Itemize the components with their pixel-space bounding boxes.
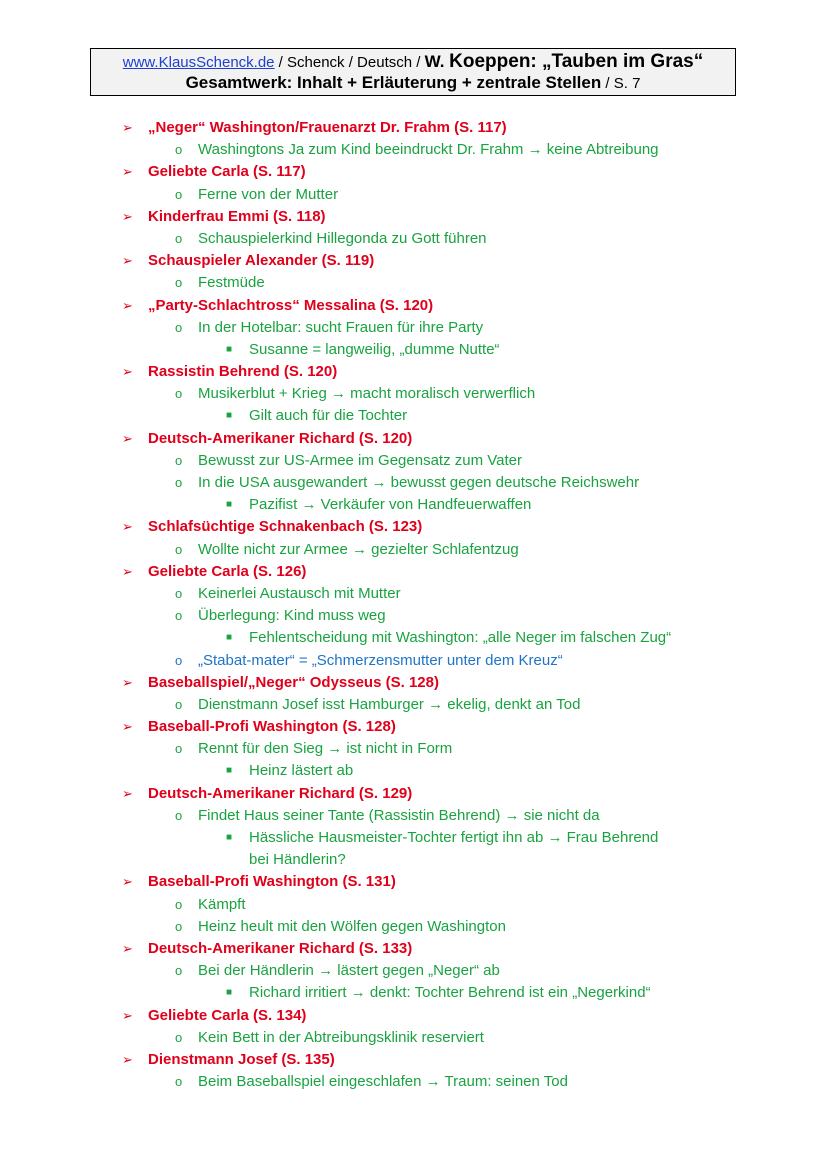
item-text: Beim Baseballspiel eingeschlafen → Traum: seinen Tod (198, 1073, 568, 1091)
item-text: Kinderfrau Emmi (S. 118) (148, 207, 326, 225)
bullet-icon: ➢ (122, 120, 133, 135)
bullet-icon: o (175, 608, 183, 624)
item-text: Heinz heult mit den Wölfen gegen Washington (198, 917, 506, 935)
sub-item (0, 539, 828, 561)
sub-sub-item (0, 760, 828, 782)
heading-item (0, 428, 828, 450)
bullet-icon: ➢ (122, 674, 133, 690)
item-text: Hässliche Hausmeister-Tochter fertigt ihn ab → Frau Behrend (249, 829, 659, 846)
sub-item (0, 738, 828, 760)
item-text: Keinerlei Austausch mit Mutter (198, 584, 401, 602)
item-text: Bei der Händlerin → lästert gegen „Neger“ ab (198, 962, 500, 980)
bullet-icon: o (175, 452, 183, 468)
sub-item (0, 605, 828, 627)
item-text: Dienstmann Josef (S. 135) (148, 1050, 335, 1068)
sub-item (0, 472, 828, 494)
bullet-icon: ➢ (122, 874, 133, 890)
sub-sub-item (0, 494, 828, 516)
sub-item (0, 1027, 828, 1049)
bullet-icon: o (175, 475, 183, 490)
item-text: Baseballspiel/„Neger“ Odysseus (S. 128) (148, 673, 439, 691)
bullet-icon: ■ (226, 765, 233, 777)
item-text: Pazifist → Verkäufer von Handfeuerwaffen (249, 496, 532, 514)
item-text: Fehlentscheidung mit Washington: „alle Neger im falschen Zug“ (249, 629, 672, 647)
item-text: Deutsch-Amerikaner Richard (S. 129) (148, 784, 413, 802)
item-text: „Stabat-mater“ = „Schmerzensmutter unter dem Kreuz“ (198, 651, 563, 669)
item-text: Washingtons Ja zum Kind beeindruckt Dr. Frahm → keine Abtreibung (198, 141, 659, 159)
item-text: Festmüde (198, 274, 265, 292)
heading-item (0, 206, 828, 228)
heading-item (0, 938, 828, 960)
sub-item (0, 184, 828, 206)
bullet-icon: o (175, 652, 183, 668)
bullet-icon: o (175, 142, 183, 158)
item-text: Geliebte Carla (S. 117) (148, 163, 306, 181)
bullet-icon: ➢ (122, 940, 133, 956)
sub-item (0, 960, 828, 982)
sub-sub-item (0, 627, 828, 649)
item-text: Wollte nicht zur Armee → gezielter Schlafentzug (198, 540, 519, 558)
item-text: Schlafsüchtige Schnakenbach (S. 123) (148, 518, 423, 536)
sub-item (0, 694, 828, 716)
header-author-prefix: W. (424, 52, 450, 71)
bullet-icon: ➢ (122, 253, 133, 269)
bullet-icon: o (175, 918, 183, 934)
item-text: Kämpft (198, 895, 246, 913)
item-text: Deutsch-Amerikaner Richard (S. 120) (148, 429, 413, 447)
item-text: Heinz lästert ab (249, 762, 354, 780)
bullet-icon: o (175, 186, 183, 202)
header-line-1 (91, 52, 735, 73)
sub-sub-item (0, 339, 828, 361)
bullet-icon: ➢ (122, 785, 133, 801)
bullet-icon: ➢ (122, 719, 133, 735)
item-text: Findet Haus seiner Tante (Rassistin Behrend) → sie nicht da (198, 806, 600, 824)
bullet-icon: ■ (226, 832, 233, 843)
item-text: Rennt für den Sieg → ist nicht in Form (198, 740, 453, 758)
bullet-icon: ■ (226, 499, 233, 511)
item-text: Baseball-Profi Washington (S. 128) (148, 718, 396, 736)
item-text: Bewusst zur US-Armee im Gegensatz zum Vater (198, 451, 522, 469)
bullet-icon: o (175, 386, 183, 402)
bullet-icon: o (175, 230, 183, 246)
item-text: In die USA ausgewandert → bewusst gegen deutsche Reichswehr (198, 474, 640, 491)
item-text: Susanne = langweilig, „dumme Nutte“ (249, 340, 500, 358)
item-text: Richard irritiert → denkt: Tochter Behrend ist ein „Negerkind“ (249, 984, 651, 1002)
sub-sub-item (0, 827, 828, 849)
website-link[interactable]: www.KlausSchenck.de (122, 54, 275, 71)
sub-item (0, 583, 828, 605)
item-text: Deutsch-Amerikaner Richard (S. 133) (148, 939, 413, 957)
bullet-icon: o (175, 541, 183, 557)
bullet-icon: o (175, 741, 183, 757)
bullet-icon: o (175, 1074, 183, 1090)
bullet-icon: o (175, 275, 183, 291)
header-line-2 (91, 73, 735, 94)
heading-item (0, 1005, 828, 1027)
bullet-icon: ➢ (122, 164, 133, 180)
bullet-icon: o (175, 319, 183, 335)
bullet-icon: ➢ (122, 1007, 133, 1023)
bullet-icon: o (175, 963, 183, 979)
heading-item (0, 672, 828, 694)
heading-item (0, 516, 828, 538)
item-text: In der Hotelbar: sucht Frauen für ihre Party (198, 318, 484, 336)
sub-item (0, 805, 828, 827)
bullet-icon: ■ (226, 632, 233, 644)
bullet-icon: o (175, 1029, 183, 1045)
header-breadcrumb: / Schenck / Deutsch / (274, 54, 425, 71)
header-page-number: / S. 7 (601, 75, 641, 92)
item-text: Geliebte Carla (S. 126) (148, 562, 307, 580)
item-text: Schauspielerkind Hillegonda zu Gott führen (198, 229, 487, 247)
bullet-icon: ➢ (122, 1051, 133, 1067)
item-text: Ferne von der Mutter (198, 185, 339, 203)
outline-list (0, 117, 828, 1093)
heading-item (0, 250, 828, 272)
sub-item (0, 916, 828, 938)
bullet-icon: ➢ (122, 297, 133, 313)
item-text: Dienstmann Josef isst Hamburger → ekelig, denkt an Tod (198, 695, 581, 713)
heading-item (0, 716, 828, 738)
heading-item (0, 295, 828, 317)
item-text: „Party-Schlachtross“ Messalina (S. 120) (148, 296, 434, 314)
bullet-icon: ➢ (122, 563, 133, 579)
item-text: Musikerblut + Krieg → macht moralisch verwerflich (198, 385, 536, 403)
heading-item (0, 1049, 828, 1071)
item-text: Rassistin Behrend (S. 120) (148, 363, 338, 381)
sub-sub-item (0, 982, 828, 1004)
sub-sub-item (0, 405, 828, 427)
item-text: Schauspieler Alexander (S. 119) (148, 252, 375, 270)
item-text: Gilt auch für die Tochter (249, 407, 408, 425)
item-text: Überlegung: Kind muss weg (198, 607, 386, 625)
bullet-icon: ➢ (122, 364, 133, 380)
heading-item (0, 871, 828, 893)
heading-item (0, 783, 828, 805)
bullet-icon: o (175, 696, 183, 712)
item-text: Geliebte Carla (S. 134) (148, 1006, 307, 1024)
header-subtitle: Gesamtwerk: Inhalt + Erläuterung + zentrale Stellen (185, 73, 602, 92)
bullet-icon: o (175, 896, 183, 912)
bullet-icon: o (175, 585, 183, 601)
sub-item (0, 139, 828, 161)
item-text: bei Händlerin? (249, 851, 346, 869)
sub-item (0, 894, 828, 916)
bullet-icon: o (175, 807, 183, 823)
item-text: Baseball-Profi Washington (S. 131) (148, 873, 396, 891)
item-text: „Neger“ Washington/Frauenarzt Dr. Frahm (S. 117) (148, 119, 507, 136)
sub-item (0, 272, 828, 294)
heading-item (0, 161, 828, 183)
sub-item (0, 228, 828, 250)
bullet-icon: ➢ (122, 430, 133, 446)
heading-item (0, 561, 828, 583)
sub-sub-item-continuation (0, 849, 828, 871)
sub-item (0, 383, 828, 405)
bullet-icon: ■ (226, 343, 233, 355)
bullet-icon: ➢ (122, 519, 133, 535)
heading-item (0, 361, 828, 383)
heading-item (0, 117, 828, 139)
bullet-icon: ➢ (122, 208, 133, 224)
sub-item (0, 1071, 828, 1093)
sub-item (0, 450, 828, 472)
header-title: Koeppen: „Tauben im Gras“ (449, 51, 704, 72)
sub-item (0, 317, 828, 339)
page-header (90, 48, 736, 96)
bullet-icon: ■ (226, 987, 233, 999)
item-text: Kein Bett in der Abtreibungsklinik reserviert (198, 1028, 484, 1046)
sub-item (0, 650, 828, 672)
bullet-icon: ■ (226, 410, 233, 422)
